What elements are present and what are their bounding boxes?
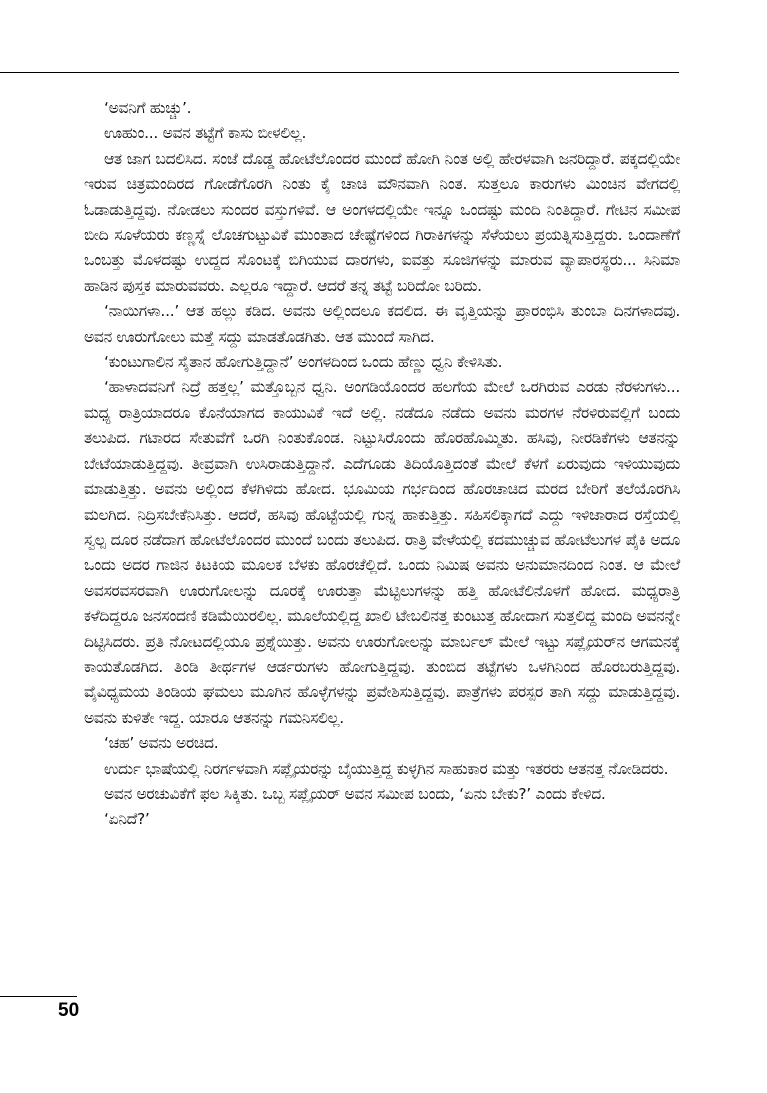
paragraph: ‘ಕುಂಟುಗಾಲಿನ ಸೈತಾನ ಹೋಗುತ್ತಿದ್ದಾನೆ’ ಅಂಗಳದಿಂದ ಒಂದು ಹೆಣ್ಣು ಧ್ವನಿ ಕೇಳಿಸಿತು. bbox=[104, 353, 503, 372]
header-rule bbox=[0, 72, 679, 73]
paragraph: ‘ಏನಿದೆ?’ bbox=[104, 810, 150, 829]
paragraph: ಆತ ಜಾಗ ಬದಲಿಸಿದ. ಸಂಜೆ ದೊಡ್ಡ ಹೋಟೆಲೊಂದರ ಮುಂದೆ ಹೋಗಿ ನಿಂತ ಅಲ್ಲಿ ಹೇರಳವಾಗಿ ಜನರಿದ್ದಾರೆ. ಪಕ್ಕದಲ್ಲಿಯೇ ಇರುವ ಚಿತ್ರಮಂದಿರದ ಗೋಡೆಗೊರಗಿ ನಿಂತು ಕೈ ಚಾಚಿ ಮೌನವಾಗಿ ನಿಂತ. ಸುತ್ತಲೂ ಕಾರುಗಳು ಮಿಂಚಿನ ವೇಗದಲ್ಲಿ ಓಡಾಡುತ್ತಿದ್ದವು. ನೋಡಲು ಸುಂದರ ವಸ್ತುಗಳಿವೆ. ಆ ಅಂಗಳದಲ್ಲಿಯೇ ಇನ್ನೂ ಒಂದಷ್ಟು ಮಂದಿ ನಿಂತಿದ್ದಾರೆ. ಗೇಟಿನ ಸಮೀಪ ಬೀದಿ ಸೂಳೆಯರು ಕಣ್ಣಸ್ನೆ ಲೊಚಗುಟ್ಟುವಿಕೆ ಮುಂತಾದ ಚೇಷ್ಟೆಗಳಿಂದ ಗಿರಾಕಿಗಳನ್ನು ಸೆಳೆಯಲು ಪ್ರಯತ್ನಿಸುತ್ತಿದ್ದರು. ಒಂದಾಣೆಗೆ ಒಂಬತ್ತು ಮೊಳದಷ್ಟು ಉದ್ದದ ಸೊಂಟಕ್ಕೆ ಬಿಗಿಯುವ ದಾರಗಳು, ಐವತ್ತು ಸೂಜಿಗಳನ್ನು ಮಾರುವ ವ್ಯಾಪಾರಸ್ಥರು... ಸಿನಿಮಾ ಹಾಡಿನ ಪುಸ್ತಕ ಮಾರುವವರು. ಎಲ್ಲರೂ ಇದ್ದಾರೆ. ಆದರೆ ತನ್ನ ತಟ್ಟೆ ಬರಿದೋ ಬರಿದು. bbox=[84, 149, 680, 295]
paragraph: ‘ಚಹ’ ಅವನು ಅರಚಿದ. bbox=[104, 734, 219, 753]
body-text bbox=[84, 96, 680, 833]
paragraph: ಅವನ ಅರಚುವಿಕೆಗೆ ಫಲ ಸಿಕ್ಕಿತು. ಒಬ್ಬ ಸಪ್ಲೈಯರ್ ಅವನ ಸಮೀಪ ಬಂದು, ‘ಏನು ಬೇಕು?’ ಎಂದು ಕೇಳಿದ. bbox=[104, 784, 606, 803]
footer-rule bbox=[0, 996, 77, 997]
paragraph: ಉರ್ದು ಭಾಷೆಯಲ್ಲಿ ನಿರರ್ಗಳವಾಗಿ ಸಪ್ಲೈಯರನ್ನು ಬೈಯುತ್ತಿದ್ದ ಕುಳ್ಳಗಿನ ಸಾಹುಕಾರ ಮತ್ತು ಇತರರು ಆತನತ್ತ ನೋಡಿದರು. bbox=[104, 759, 669, 778]
paragraph: ‘ನಾಯಿಗಳಾ...’ ಆತ ಹಲ್ಲು ಕಡಿದ. ಅವನು ಅಲ್ಲಿಂದಲೂ ಕದಲಿದ. ಈ ವೃತ್ತಿಯನ್ನು ಪ್ರಾರಂಭಿಸಿ ತುಂಬಾ ದಿನಗಳಾದವು. ಅವನ ಊರುಗೋಲು ಮತ್ತೆ ಸದ್ದು ಮಾಡತೊಡಗಿತು. ಆತ ಮುಂದೆ ಸಾಗಿದ. bbox=[84, 302, 680, 346]
page-number: 50 bbox=[58, 1000, 80, 1021]
paragraph: ‘ಅವನಿಗೆ ಹುಚ್ಚು’. bbox=[104, 99, 192, 117]
paragraph: ‘ಹಾಳಾದವನಿಗೆ ನಿದ್ರೆ ಹತ್ತಲ್ಲ’ ಮತ್ತೊಬ್ಬನ ಧ್ವನಿ. ಅಂಗಡಿಯೊಂದರ ಹಲಗೆಯ ಮೇಲೆ ಒರಗಿರುವ ಎರಡು ನೆರಳುಗಳು... ಮಧ್ಯ ರಾತ್ರಿಯಾದರೂ ಕೊನೆಯಾಗದ ಕಾಯುವಿಕೆ ಇದೆ ಅಲ್ಲಿ. ನಡೆದೂ ನಡೆದು ಅವನು ಮರಗಳ ನೆರಳಿರುವಲ್ಲಿಗೆ ಬಂದು ತಲುಪಿದ. ಗಟಾರದ ಸೇತುವೆಗೆ ಒರಗಿ ನಿಂತುಕೊಂಡ. ನಿಟ್ಟುಸಿರೊಂದು ಹೊರಹೊಮ್ಮಿತು. ಹಸಿವು, ನೀರಡಿಕೆಗಳು ಆತನನ್ನು ಬೇಟೆಯಾಡುತ್ತಿದ್ದವು. ತೀವ್ರವಾಗಿ ಉಸಿರಾಡುತ್ತಿದ್ದಾನೆ. ಎದೆಗೂಡು ತಿದಿಯೊತ್ತಿದಂತೆ ಮೇಲೆ ಕೆಳಗೆ ಏರುವುದು ಇಳಿಯುವುದು ಮಾಡುತ್ತಿತ್ತು. ಅವನು ಅಲ್ಲಿಂದ ಕೆಳಗಿಳಿದು ಹೋದ. ಭೂಮಿಯ ಗರ್ಭದಿಂದ ಹೊರಚಾಚಿದ ಮರದ ಬೇರಿಗೆ ತಲೆಯೊರಗಿಸಿ ಮಲಗಿದ. ನಿದ್ರಿಸಬೇಕೆನಿಸಿತ್ತು. ಆದರೆ, ಹಸಿವು ಹೊಟ್ಟೆಯಲ್ಲಿ ಗುನ್ನ ಹಾಕುತ್ತಿತ್ತು. ಸಹಿಸಲಿಕ್ಕಾಗದೆ ಎದ್ದು ಇಳಿಜಾರಾದ ರಸ್ತೆಯಲ್ಲಿ ಸ್ವಲ್ಪ ದೂರ ನಡೆದಾಗ ಹೋಟೆಲೊಂದರ ಮುಂದೆ ಬಂದು ತಲುಪಿದ. ರಾತ್ರಿ ವೇಳೆಯಲ್ಲಿ ಕದಮುಚ್ಚುವ ಹೋಟೆಲುಗಳ ಪೈಕಿ ಅದೂ ಒಂದು ಅದರ ಗಾಜಿನ ಕಿಟಕಿಯ ಮೂಲಕ ಬೆಳಕು ಹೊರಚೆಲ್ಲಿದೆ. ಒಂದು ನಿಮಿಷ ಅವನು ಅನುಮಾನದಿಂದ ನಿಂತ. ಆ ಮೇಲೆ ಅವಸರವಸರವಾಗಿ ಊರುಗೋಲನ್ನು ದೂರಕ್ಕೆ ಊರುತ್ತಾ ಮೆಟ್ಟಿಲುಗಳನ್ನು ಹತ್ತಿ ಹೋಟೆಲಿನೊಳಗೆ ಹೋದ. ಮಧ್ಯರಾತ್ರಿ ಕಳೆದಿದ್ದರೂ ಜನಸಂದಣಿ ಕಡಿಮೆಯಿರಲಿಲ್ಲ. ಮೂಲೆಯಲ್ಲಿದ್ದ ಖಾಲಿ ಟೇಬಲಿನತ್ತ ಕುಂಟುತ್ತ ಹೋದಾಗ ಸುತ್ತಲಿದ್ದ ಮಂದಿ ಅವನನ್ನೇ ದಿಟ್ಟಿಸಿದರು. ಪ್ರತಿ ನೋಟದಲ್ಲಿಯೂ ಪ್ರಶ್ನೆಯಿತ್ತು. ಅವನು ಊರುಗೋಲನ್ನು ಮಾರ್ಬಲ್ ಮೇಲೆ ಇಟ್ಟು ಸಪ್ಲೈಯರ್‌ನ ಆಗಮನಕ್ಕೆ ಕಾಯತೊಡಗಿದ. ತಿಂಡಿ ತೀರ್ಥಗಳ ಆರ್ಡರುಗಳು ಹೋಗುತ್ತಿದ್ದವು. ತುಂಬಿದ ತಟ್ಟೆಗಳು ಒಳಗಿನಿಂದ ಹೊರಬರುತ್ತಿದ್ದವು. ವೈವಿಧ್ಯಮಯ ತಿಂಡಿಯ ಘಮಲು ಮೂಗಿನ ಹೊಳ್ಳೆಗಳನ್ನು ಪ್ರವೇಶಿಸುತ್ತಿದ್ದವು. ಪಾತ್ರೆಗಳು ಪರಸ್ಪರ ತಾಗಿ ಸದ್ದು ಮಾಡುತ್ತಿದ್ದವು. ಅವನು ಕುಳಿತೇ ಇದ್ದ. ಯಾರೂ ಆತನನ್ನು ಗಮನಿಸಲಿಲ್ಲ. bbox=[84, 378, 680, 727]
paragraph: ಊಹುಂ... ಅವನ ತಟ್ಟೆಗೆ ಕಾಸು ಬೀಳಲಿಲ್ಲ. bbox=[104, 124, 307, 143]
